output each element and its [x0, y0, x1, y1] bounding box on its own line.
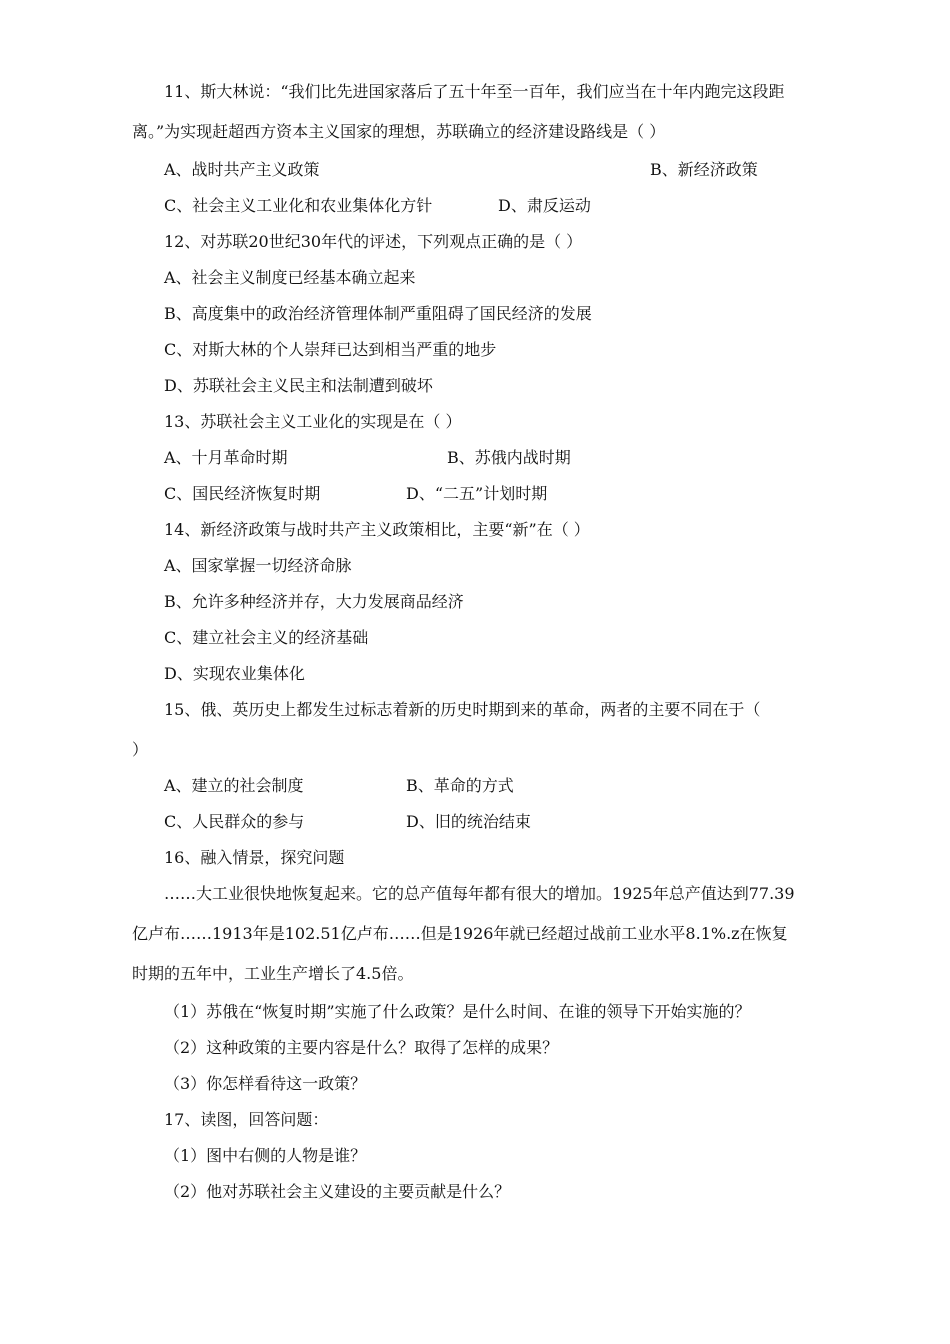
- q14-option-b: B、允许多种经济并存，大力发展商品经济: [164, 592, 464, 611]
- q12-option-c: C、对斯大林的个人崇拜已达到相当严重的地步: [164, 340, 497, 359]
- q13-stem: 13、苏联社会主义工业化的实现是在（ ）: [164, 412, 462, 431]
- q17-subquestion-1: （1）图中右侧的人物是谁？: [164, 1146, 367, 1165]
- q15-stem-line2: ）: [132, 740, 149, 759]
- q12-option-b: B、高度集中的政治经济管理体制严重阻碍了国民经济的发展: [164, 304, 592, 323]
- q16-stem: 16、融入情景，探究问题: [164, 848, 345, 867]
- q16-subquestion-2: （2）这种政策的主要内容是什么？取得了怎样的成果？: [164, 1038, 559, 1057]
- q16-passage-line1: ……大工业很快地恢复起来。它的总产值每年都有很大的增加。1925年总产值达到77.39: [164, 884, 795, 903]
- q13-option-a: A、十月革命时期: [164, 448, 288, 467]
- q16-passage-line3: 时期的五年中，工业生产增长了4.5倍。: [132, 964, 414, 983]
- q16-passage-line2: 亿卢布……1913年是102.51亿卢布……但是1926年就已经超过战前工业水平8.1%.z在恢复: [132, 924, 788, 943]
- q13-option-b: B、苏俄内战时期: [447, 448, 571, 467]
- q14-option-a: A、国家掌握一切经济命脉: [164, 556, 352, 575]
- q11-stem-line1: 11、斯大林说：“我们比先进国家落后了五十年至一百年，我们应当在十年内跑完这段距: [164, 82, 785, 101]
- q17-stem: 17、读图，回答问题：: [164, 1110, 329, 1129]
- q14-stem: 14、新经济政策与战时共产主义政策相比，主要“新”在（ ）: [164, 520, 590, 539]
- q11-option-c: C、社会主义工业化和农业集体化方针: [164, 196, 433, 215]
- q15-option-d: D、旧的统治结束: [406, 812, 531, 831]
- q11-option-a: A、战时共产主义政策: [164, 160, 320, 179]
- q15-option-b: B、革命的方式: [406, 776, 514, 795]
- q11-stem-line2: 离。”为实现赶超西方资本主义国家的理想，苏联确立的经济建设路线是（ ）: [132, 122, 666, 141]
- q12-option-a: A、社会主义制度已经基本确立起来: [164, 268, 416, 287]
- q12-option-d: D、苏联社会主义民主和法制遭到破坏: [164, 376, 433, 395]
- q15-stem-line1: 15、俄、英历史上都发生过标志着新的历史时期到来的革命，两者的主要不同在于（: [164, 700, 761, 719]
- q11-option-d: D、肃反运动: [498, 196, 591, 215]
- q15-option-a: A、建立的社会制度: [164, 776, 304, 795]
- q16-subquestion-1: （1）苏俄在“恢复时期”实施了什么政策？是什么时间、在谁的领导下开始实施的？: [164, 1002, 751, 1021]
- q12-stem: 12、对苏联20世纪30年代的评述，下列观点正确的是（ ）: [164, 232, 583, 251]
- q11-option-b: B、新经济政策: [650, 160, 758, 179]
- q15-option-c: C、人民群众的参与: [164, 812, 305, 831]
- q14-option-c: C、建立社会主义的经济基础: [164, 628, 369, 647]
- q17-subquestion-2: （2）他对苏联社会主义建设的主要贡献是什么？: [164, 1182, 511, 1201]
- q14-option-d: D、实现农业集体化: [164, 664, 305, 683]
- q16-subquestion-3: （3）你怎样看待这一政策？: [164, 1074, 367, 1093]
- q13-option-c: C、国民经济恢复时期: [164, 484, 321, 503]
- q13-option-d: D、“二五”计划时期: [406, 484, 548, 503]
